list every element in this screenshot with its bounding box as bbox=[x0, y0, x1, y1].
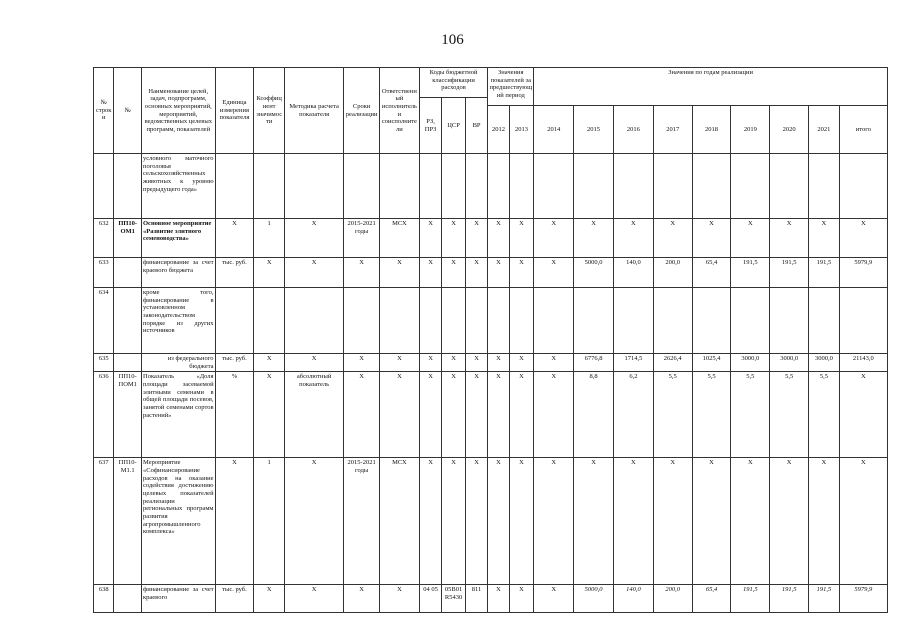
table-row bbox=[94, 585, 888, 613]
header-budget-codes: Коды бюджетной классификации расходов bbox=[419, 68, 487, 98]
cell-v2015: Х bbox=[574, 458, 614, 585]
cell-v2020: 191,5 bbox=[770, 585, 809, 613]
cell-name: Основное мероприятие «Развитие элитного семеноводства» bbox=[142, 219, 216, 258]
cell-v2015: 6776,8 bbox=[574, 354, 614, 372]
header-2015: 2015 bbox=[574, 106, 614, 154]
cell-v2015: 8,8 bbox=[574, 372, 614, 458]
cell-v2017: Х bbox=[653, 219, 692, 258]
cell-rz: Х bbox=[419, 354, 441, 372]
cell-vr bbox=[465, 288, 488, 354]
cell-terms: Х bbox=[344, 372, 380, 458]
cell-method: абсолютный показатель bbox=[285, 372, 344, 458]
cell-n: 635 bbox=[94, 354, 114, 372]
cell-v2014: Х bbox=[534, 354, 574, 372]
cell-v2019 bbox=[731, 154, 770, 219]
cell-v2019: Х bbox=[731, 219, 770, 258]
cell-v2012: Х bbox=[488, 585, 509, 613]
cell-coef: 1 bbox=[254, 458, 285, 585]
cell-v2014: Х bbox=[534, 372, 574, 458]
cell-v2012: Х bbox=[488, 258, 509, 288]
cell-code bbox=[114, 585, 142, 613]
cell-v2018: 65,4 bbox=[692, 258, 731, 288]
table-row bbox=[94, 354, 888, 372]
cell-v2021 bbox=[809, 288, 840, 354]
cell-v2015: Х bbox=[574, 219, 614, 258]
cell-method: Х bbox=[285, 585, 344, 613]
cell-resp: МСХ bbox=[380, 219, 420, 258]
cell-v2017: 200,0 bbox=[653, 585, 692, 613]
header-name: Наименование целей, задач, подпрограмм, основных мероприятий, мероприятий, ведомственных целевых программ, показателей bbox=[142, 68, 216, 154]
cell-v2021: 191,5 bbox=[809, 585, 840, 613]
cell-v2014 bbox=[534, 154, 574, 219]
cell-v2015 bbox=[574, 288, 614, 354]
header-2018: 2018 bbox=[692, 106, 731, 154]
cell-unit: Х bbox=[215, 458, 254, 585]
cell-n: 633 bbox=[94, 258, 114, 288]
cell-name: финансирование за счет краевого бюджета bbox=[142, 258, 216, 288]
cell-rz: Х bbox=[419, 458, 441, 585]
header-method: Методика расчета показателя bbox=[285, 68, 344, 154]
cell-csr: Х bbox=[442, 372, 465, 458]
cell-v2018 bbox=[692, 288, 731, 354]
header-2016: 2016 bbox=[613, 106, 653, 154]
cell-total bbox=[839, 288, 887, 354]
header-2017: 2017 bbox=[653, 106, 692, 154]
table-row bbox=[94, 219, 888, 258]
cell-resp bbox=[380, 288, 420, 354]
cell-total: 5979,9 bbox=[839, 258, 887, 288]
indicator-table bbox=[93, 67, 888, 613]
header-total: итого bbox=[839, 106, 887, 154]
cell-name: из федерального бюджета bbox=[142, 354, 216, 372]
cell-rz bbox=[419, 154, 441, 219]
cell-v2012 bbox=[488, 288, 509, 354]
cell-v2017: 2626,4 bbox=[653, 354, 692, 372]
cell-v2017 bbox=[653, 154, 692, 219]
cell-resp: Х bbox=[380, 585, 420, 613]
cell-unit: % bbox=[215, 372, 254, 458]
cell-v2014 bbox=[534, 288, 574, 354]
cell-v2020: 5,5 bbox=[770, 372, 809, 458]
header-coef: Коэффициент значимости bbox=[254, 68, 285, 154]
cell-v2018 bbox=[692, 154, 731, 219]
cell-v2021: 191,5 bbox=[809, 258, 840, 288]
header-2014: 2014 bbox=[534, 106, 574, 154]
cell-csr: Х bbox=[442, 219, 465, 258]
header-row-num: № строки bbox=[94, 68, 114, 154]
cell-code bbox=[114, 258, 142, 288]
header-resp: Ответственный исполнитель и соисполнители bbox=[380, 68, 420, 154]
cell-unit: тыс. руб. bbox=[215, 585, 254, 613]
cell-v2016: 140,0 bbox=[613, 585, 653, 613]
cell-unit bbox=[215, 288, 254, 354]
cell-v2019: 191,5 bbox=[731, 258, 770, 288]
cell-v2020: 3000,0 bbox=[770, 354, 809, 372]
cell-v2016: Х bbox=[613, 458, 653, 585]
cell-v2013: Х bbox=[509, 258, 534, 288]
cell-v2016: 6,2 bbox=[613, 372, 653, 458]
cell-method: Х bbox=[285, 458, 344, 585]
cell-total: Х bbox=[839, 458, 887, 585]
header-2020: 2020 bbox=[770, 106, 809, 154]
cell-v2015: 5000,0 bbox=[574, 258, 614, 288]
cell-code: ПП10-М1.1 bbox=[114, 458, 142, 585]
cell-vr: Х bbox=[465, 354, 488, 372]
cell-n: 638 bbox=[94, 585, 114, 613]
cell-v2014: Х bbox=[534, 585, 574, 613]
cell-v2012: Х bbox=[488, 219, 509, 258]
cell-v2017 bbox=[653, 288, 692, 354]
cell-vr bbox=[465, 154, 488, 219]
cell-code bbox=[114, 354, 142, 372]
cell-v2013: Х bbox=[509, 458, 534, 585]
cell-terms: 2015-2021 годы bbox=[344, 458, 380, 585]
cell-name: Показатель «Доля площади засеваемой элитными семенами в общей площади посевов, занятой семенами сортов растений» bbox=[142, 372, 216, 458]
cell-coef: Х bbox=[254, 372, 285, 458]
cell-vr: Х bbox=[465, 219, 488, 258]
cell-name: условного маточного поголовья сельскохозяйственных животных к уровню предыдущего года» bbox=[142, 154, 216, 219]
cell-v2013: Х bbox=[509, 219, 534, 258]
cell-v2016 bbox=[613, 288, 653, 354]
header-num: № bbox=[114, 68, 142, 154]
cell-v2012: Х bbox=[488, 372, 509, 458]
cell-v2017: Х bbox=[653, 458, 692, 585]
cell-v2019: 191,5 bbox=[731, 585, 770, 613]
cell-method: Х bbox=[285, 354, 344, 372]
cell-coef bbox=[254, 154, 285, 219]
cell-v2018: 65,4 bbox=[692, 585, 731, 613]
cell-n bbox=[94, 154, 114, 219]
cell-total bbox=[839, 154, 887, 219]
cell-rz: Х bbox=[419, 258, 441, 288]
cell-v2014: Х bbox=[534, 219, 574, 258]
cell-terms: Х bbox=[344, 258, 380, 288]
cell-v2021: 3000,0 bbox=[809, 354, 840, 372]
cell-coef: Х bbox=[254, 258, 285, 288]
cell-v2015 bbox=[574, 154, 614, 219]
cell-v2021: Х bbox=[809, 219, 840, 258]
cell-v2018: Х bbox=[692, 458, 731, 585]
cell-total: 5979,9 bbox=[839, 585, 887, 613]
cell-v2016: 140,0 bbox=[613, 258, 653, 288]
cell-v2013 bbox=[509, 154, 534, 219]
cell-name: кроме того, финансирование в установленном законодательством порядке из других источников bbox=[142, 288, 216, 354]
cell-v2020: Х bbox=[770, 458, 809, 585]
cell-csr: Х bbox=[442, 458, 465, 585]
cell-vr: 811 bbox=[465, 585, 488, 613]
cell-terms bbox=[344, 288, 380, 354]
cell-v2020 bbox=[770, 288, 809, 354]
cell-name: Мероприятие «Софинансирование расходов на оказание содействия достижению целевых показателей реализации региональных программ развития агропромышленного комплекса» bbox=[142, 458, 216, 585]
cell-coef: Х bbox=[254, 585, 285, 613]
cell-vr: Х bbox=[465, 372, 488, 458]
cell-method: Х bbox=[285, 258, 344, 288]
cell-code: ПП10-ПОМ1 bbox=[114, 372, 142, 458]
cell-n: 636 bbox=[94, 372, 114, 458]
cell-v2016 bbox=[613, 154, 653, 219]
cell-v2013: Х bbox=[509, 372, 534, 458]
header-2021: 2021 bbox=[809, 106, 840, 154]
cell-v2020 bbox=[770, 154, 809, 219]
table-row bbox=[94, 458, 888, 585]
header-rz: РЗ, ПРЗ bbox=[419, 98, 441, 154]
cell-v2012 bbox=[488, 154, 509, 219]
cell-total: 21143,0 bbox=[839, 354, 887, 372]
cell-name: финансирование за счет краевого bbox=[142, 585, 216, 613]
cell-v2019: Х bbox=[731, 458, 770, 585]
header-year-values: Значения по годам реализации bbox=[534, 68, 888, 106]
cell-v2020: Х bbox=[770, 219, 809, 258]
cell-v2017: 200,0 bbox=[653, 258, 692, 288]
header-vr: ВР bbox=[465, 98, 488, 154]
page-number: 106 bbox=[441, 32, 464, 48]
cell-resp bbox=[380, 154, 420, 219]
cell-rz: Х bbox=[419, 219, 441, 258]
cell-vr: Х bbox=[465, 258, 488, 288]
cell-csr bbox=[442, 154, 465, 219]
cell-resp: Х bbox=[380, 258, 420, 288]
cell-code bbox=[114, 288, 142, 354]
cell-rz: Х bbox=[419, 372, 441, 458]
cell-v2012: Х bbox=[488, 458, 509, 585]
cell-terms bbox=[344, 154, 380, 219]
cell-csr bbox=[442, 288, 465, 354]
cell-n: 632 bbox=[94, 219, 114, 258]
cell-rz: 04 05 bbox=[419, 585, 441, 613]
cell-method: Х bbox=[285, 219, 344, 258]
cell-rz bbox=[419, 288, 441, 354]
cell-v2019: 3000,0 bbox=[731, 354, 770, 372]
cell-v2012: Х bbox=[488, 354, 509, 372]
cell-terms: Х bbox=[344, 585, 380, 613]
cell-v2019 bbox=[731, 288, 770, 354]
cell-v2018: 5,5 bbox=[692, 372, 731, 458]
table-row bbox=[94, 288, 888, 354]
cell-v2015: 5000,0 bbox=[574, 585, 614, 613]
cell-resp: Х bbox=[380, 354, 420, 372]
header-csr: ЦСР bbox=[442, 98, 465, 154]
cell-v2013 bbox=[509, 288, 534, 354]
cell-v2013: Х bbox=[509, 585, 534, 613]
cell-total: Х bbox=[839, 372, 887, 458]
cell-v2021: 5,5 bbox=[809, 372, 840, 458]
cell-v2016: Х bbox=[613, 219, 653, 258]
cell-csr: 05В01 R5430 bbox=[442, 585, 465, 613]
cell-method bbox=[285, 288, 344, 354]
cell-n: 634 bbox=[94, 288, 114, 354]
cell-csr: Х bbox=[442, 258, 465, 288]
cell-v2014: Х bbox=[534, 458, 574, 585]
cell-v2021 bbox=[809, 154, 840, 219]
cell-resp: Х bbox=[380, 372, 420, 458]
cell-v2020: 191,5 bbox=[770, 258, 809, 288]
cell-v2018: 1025,4 bbox=[692, 354, 731, 372]
cell-v2021: Х bbox=[809, 458, 840, 585]
cell-v2014: Х bbox=[534, 258, 574, 288]
cell-csr: Х bbox=[442, 354, 465, 372]
cell-v2017: 5,5 bbox=[653, 372, 692, 458]
header-2019: 2019 bbox=[731, 106, 770, 154]
cell-unit: тыс. руб. bbox=[215, 354, 254, 372]
cell-method bbox=[285, 154, 344, 219]
cell-vr: Х bbox=[465, 458, 488, 585]
cell-code: ПП10-ОМ1 bbox=[114, 219, 142, 258]
cell-coef bbox=[254, 288, 285, 354]
cell-code bbox=[114, 154, 142, 219]
header-2013: 2013 bbox=[509, 106, 534, 154]
header-unit: Единица измерения показателя bbox=[215, 68, 254, 154]
cell-unit: Х bbox=[215, 219, 254, 258]
table-row bbox=[94, 372, 888, 458]
table-row bbox=[94, 154, 888, 219]
cell-v2016: 1714,5 bbox=[613, 354, 653, 372]
cell-coef: 1 bbox=[254, 219, 285, 258]
header-row-1 bbox=[94, 68, 888, 98]
header-terms: Сроки реализации bbox=[344, 68, 380, 154]
table-row bbox=[94, 258, 888, 288]
cell-total: Х bbox=[839, 219, 887, 258]
cell-unit bbox=[215, 154, 254, 219]
cell-terms: 2015-2021 годы bbox=[344, 219, 380, 258]
cell-coef: Х bbox=[254, 354, 285, 372]
cell-unit: тыс. руб. bbox=[215, 258, 254, 288]
cell-v2019: 5,5 bbox=[731, 372, 770, 458]
cell-v2013: Х bbox=[509, 354, 534, 372]
cell-n: 637 bbox=[94, 458, 114, 585]
header-prev-values: Значения показателей за предшествующий период bbox=[488, 68, 534, 106]
header-2012: 2012 bbox=[488, 106, 509, 154]
cell-v2018: Х bbox=[692, 219, 731, 258]
cell-terms: Х bbox=[344, 354, 380, 372]
cell-resp: МСХ bbox=[380, 458, 420, 585]
